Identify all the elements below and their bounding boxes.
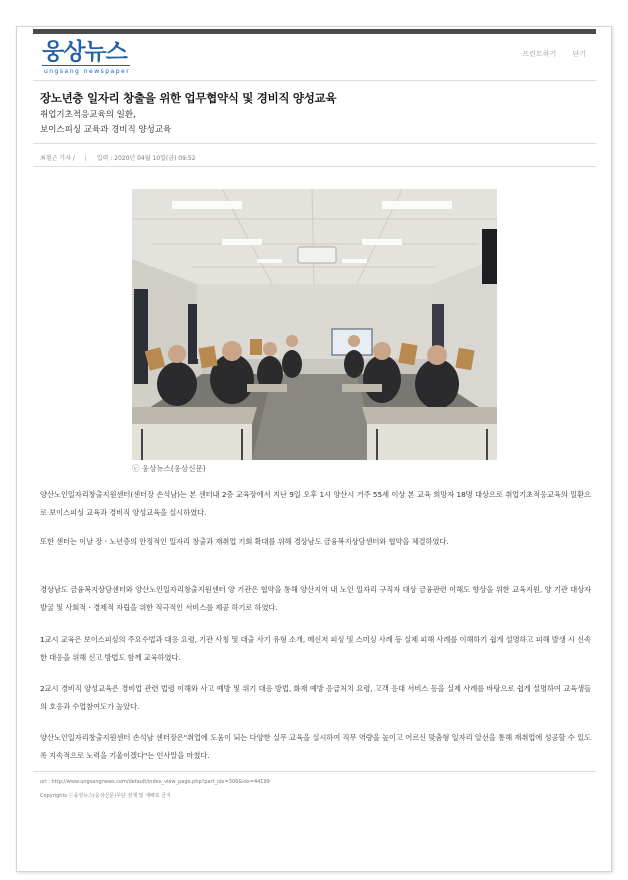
paragraph-4: 1교시 교육은 보이스피싱의 주요수법과 대응 요령, 기관 사칭 및 대출 사기 유형 소개, 메신저 피싱 및 스미싱 사례 등 실제 피해 사례를 이해하기 쉽게 설명하고 피해 발생 시 신속한 대응을 위해 신고 방법도 함께 교육하였다. [40,635,591,662]
author: 최철근 기자 / [40,155,75,162]
header-divider [33,80,596,81]
copyright-notice: Copyrights ⓒ웅상뉴스(웅상신문)무단 전재 및 재배포 금지 [40,793,171,799]
article-subtitle-1: 취업기초적응교육의 일환, [40,110,136,120]
byline [40,153,196,162]
paragraph-2: 또한 센터는 이날 장ㆍ노년층의 안정적인 일자리 창출과 재취업 기회 확대를 위해 경상남도 금융복지상담센터와 협약을 체결하였다. [40,537,449,546]
top-links [508,49,586,59]
byline-separator: | [84,155,87,162]
article-photo [132,189,497,460]
site-logo[interactable] [42,40,130,75]
paragraph-1: 양산노인일자리창출지원센터(센터장 손석남)는 본 센터내 2층 교육장에서 지난 9일 오후 1시 양산시 거주 55세 이상 본 교육 희망자 18명 대상으로 취업기초적응교육의 일환으로 보이스피싱 교육과 경비직 양성교육을 실시하였다. [40,490,591,517]
paragraph-6: 양산노인일자리창출지원센터 손석남 센터장은"취업에 도움이 되는 다양한 실무 교육을 실시하여 직무 역량을 높이고 어르신 맞춤형 일자리 알선을 통해 재취업에 성공할 수 있도록 지속적으로 노력을 기울이겠다"는 인사말을 마쳤다. [40,733,591,760]
photo-caption: ⓒ 웅상뉴스(웅상신문) [132,464,206,473]
classroom-photo [132,189,497,460]
close-link[interactable]: 닫기 [572,50,586,58]
paragraph-3: 경상남도 금융복지상담센터와 양산노인일자리창출지원센터 양 기관은 협약을 통해 양산지역 내 노인 일자리 구직자 대상 금융관련 이해도 향상을 위한 교육지원, 양 기관 대상자 발굴 및 사회적ㆍ경제적 자립을 위한 적극적인 서비스를 제공 하기로 하였다. [40,585,591,612]
byline-divider [33,166,596,167]
article-url: url : http://www.ungsangnews.com/default/index_view_page.php?part_idx=306&idx=44199 [40,779,270,785]
article-subtitle-2: 보이스피싱 교육과 경비직 양성교육 [40,125,172,135]
footer-divider [33,771,596,772]
paragraph-5: 2교시 경비직 양성교육은 경비업 관련 법령 이해와 사고 예방 및 위기 대응 방법, 화재 예방 응급처치 요령, 고객 응대 서비스 등을 실제 사례를 바탕으로 쉽게 설명하여 교육생들의 호응과 수업참여도가 높았다. [40,684,591,711]
title-divider [33,143,596,144]
article-headline: 장노년층 일자리 창출을 위한 업무협약식 및 경비직 양성교육 [40,91,337,105]
logo-text: 웅상뉴스 [42,39,127,65]
logo-subtitle: ungsang newspaper [44,68,131,75]
print-link[interactable]: 프린트하기 [522,50,557,58]
logo-underline [42,65,130,66]
top-bar [33,29,596,34]
publish-date: 입력 : 2020년 04월 10일(금) 09:52 [96,155,196,162]
